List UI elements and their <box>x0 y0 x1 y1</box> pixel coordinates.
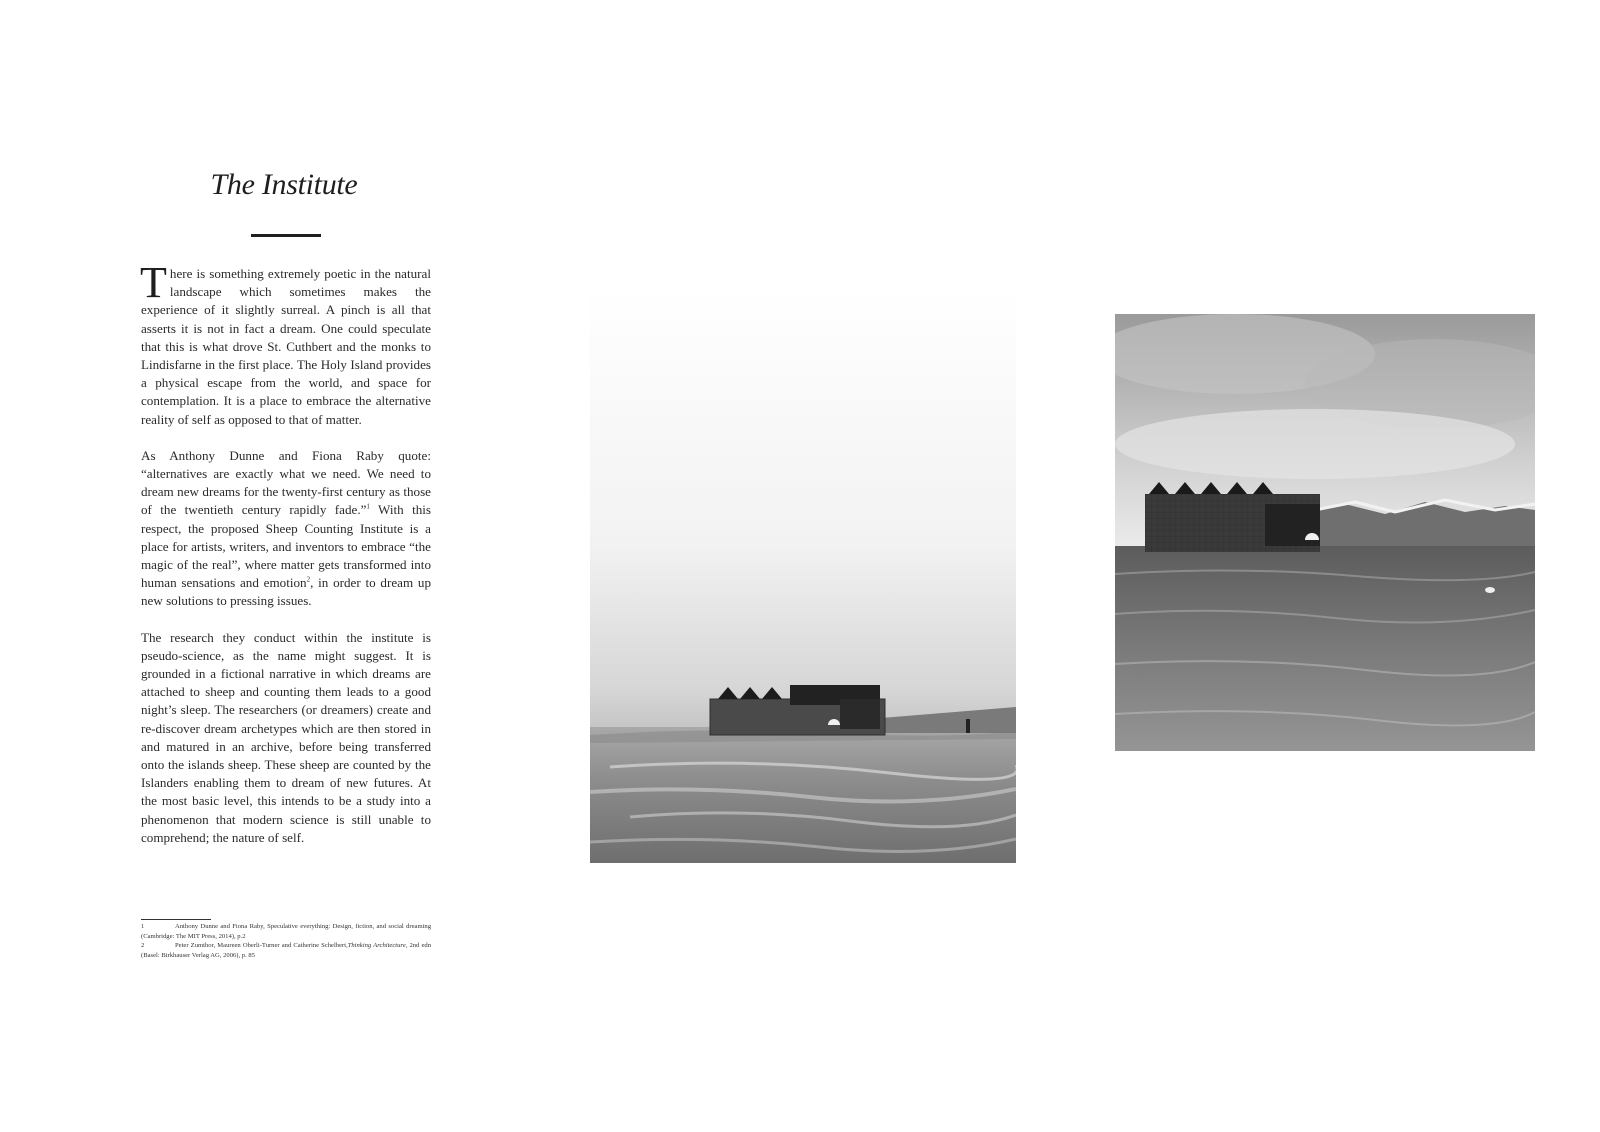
footnotes <box>141 922 431 960</box>
body-text <box>140 258 431 865</box>
paragraph-1 <box>140 258 431 429</box>
paragraph-1-text: here is something extremely poetic in the natural landscape which sometimes makes the experience of it slightly surreal. A pinch is all that asserts it is not in fact a dream. One could speculate that this is what drove St. Cuthbert and the monks to Lindisfarne in the first place. The Holy Island provides a physical escape from the world, and space for contemplation. It is a place to embrace the alternative reality of self as opposed to that of matter. <box>141 266 431 427</box>
paragraph-2-text-a: As Anthony Dunne and Fiona Raby quote: “alternatives are exactly what we need. We need to dream new dreams for the twenty-first century as those of the twentieth century rapidly fade.” <box>141 447 431 518</box>
paragraph-2-text-c: , in order to dream up new solutions to pressing issues. <box>141 575 431 609</box>
drop-cap: T <box>140 258 167 307</box>
title-divider <box>251 234 321 237</box>
footnote-number: 1 <box>141 923 145 930</box>
foggy-shore-illustration <box>590 287 1016 863</box>
paragraph-3: The research they conduct within the institute is pseudo-science, as the name might suggest. It is grounded in a fictional narrative in which dreams are attached to sheep and counting them leads to a good night’s sleep. The researchers (or dreamers) create and re-discover dream archetypes which are then stored in and matured in an archive, before being transferred onto the islands sheep. These sheep are counted by the Islanders enabling them to dream of new futures. At the most basic level, this intends to be a study into a phenomenon that modern science is still unable to comprehend; the nature of self. <box>141 629 431 845</box>
footnote-text: Anthony Dunne and Fiona Raby, Speculative everything: Design, fiction, and social dreaming (Cambridge: The MIT Press, 2014), p.2 <box>141 923 431 940</box>
page-title: The Institute <box>210 168 358 201</box>
flooded-shore-image <box>1115 314 1535 751</box>
footnote-2 <box>141 941 431 960</box>
footnote-text-b: , 2nd edn (Basel: Birkhauser Verlag AG, 2006), p. 85 <box>141 942 431 959</box>
paragraph-2 <box>141 447 431 611</box>
flooded-shore-illustration <box>1115 314 1535 751</box>
footnote-ref-2[interactable]: 2 <box>306 575 311 584</box>
footnote-number: 2 <box>141 942 145 949</box>
foggy-shore-image <box>590 287 1016 863</box>
footnote-1 <box>141 922 431 941</box>
footnote-divider <box>141 919 211 920</box>
footnote-ref-1[interactable]: 1 <box>366 503 370 512</box>
paragraph-2-text-b: With this respect, the proposed Sheep Counting Institute is a place for artists, writers, and inventors to embrace “the magic of the real”, where matter gets transformed into human sensations and emotion <box>141 502 431 591</box>
footnote-text-a: Peter Zumthor, Maureen Oberli-Turner and Catherine Schelbert, <box>175 942 348 949</box>
footnote-title: Thinking Architecture <box>347 942 406 949</box>
